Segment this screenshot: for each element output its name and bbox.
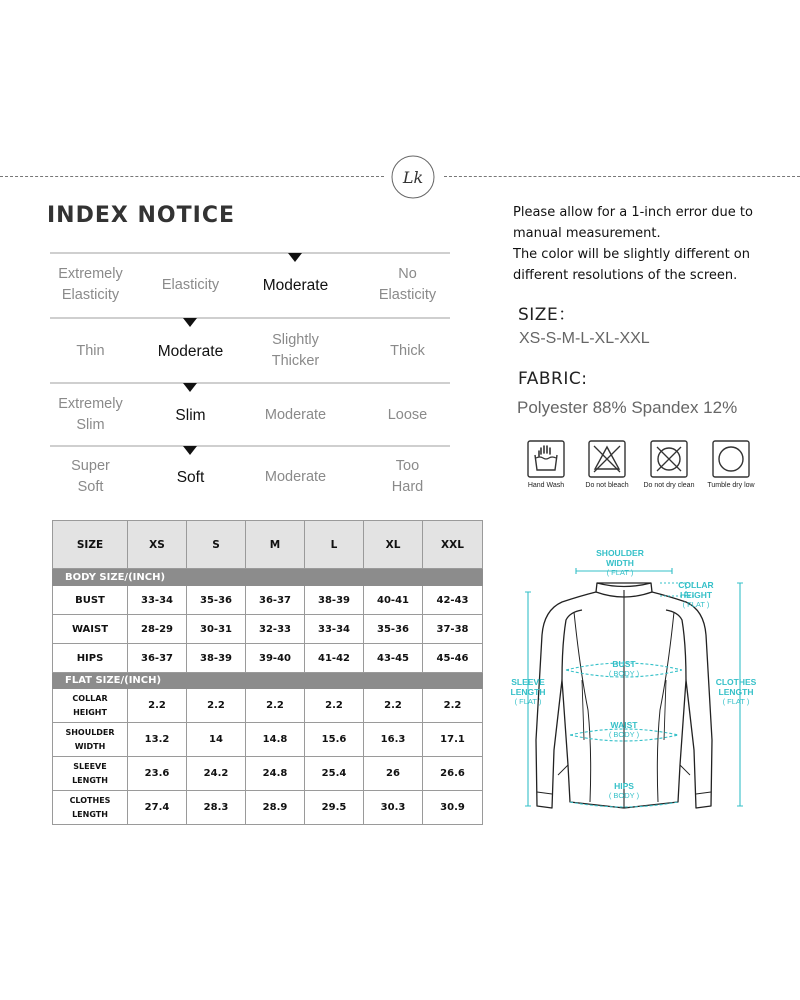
index-option: Thick: [390, 342, 425, 359]
table-cell: 2.2: [128, 689, 187, 723]
index-option: No Elasticity: [378, 266, 437, 303]
table-cell: 35-36: [364, 615, 423, 644]
table-cell: 2.2: [364, 689, 423, 723]
table-cell: 30-31: [187, 615, 246, 644]
table-cell: 25.4: [305, 757, 364, 791]
index-option: Super Soft: [71, 458, 110, 495]
column-header: S: [187, 521, 246, 569]
index-row-divider: [50, 382, 450, 384]
index-option-selected: Soft: [176, 468, 205, 486]
size-label: SIZE：: [518, 305, 576, 325]
shoulder-label-text: SHOULDER WIDTH: [596, 548, 644, 568]
table-row: [53, 615, 483, 644]
row-label: BUST: [53, 586, 128, 615]
index-option: Too Hard: [391, 458, 424, 495]
table-cell: 2.2: [246, 689, 305, 723]
table-row: [53, 586, 483, 615]
table-cell: 40-41: [364, 586, 423, 615]
table-row: [53, 757, 483, 791]
index-option: Elasticity: [161, 276, 220, 293]
do-not-bleach-icon: [588, 440, 626, 478]
shoulder-width-label: SHOULDER WIDTH ( FLAT ): [596, 548, 644, 577]
color-note: The color will be slightly different on different resolutions of the screen.: [513, 247, 750, 283]
table-row: [53, 644, 483, 673]
row-label: COLLAR HEIGHT: [53, 689, 128, 723]
index-option: Thin: [76, 342, 105, 359]
column-header: XL: [364, 521, 423, 569]
index-row-divider: [50, 445, 450, 447]
row-label: WAIST: [53, 615, 128, 644]
table-cell: 36-37: [246, 586, 305, 615]
table-section-row: [53, 673, 483, 689]
table-cell: 36-37: [128, 644, 187, 673]
table-cell: 23.6: [128, 757, 187, 791]
table-cell: 26.6: [423, 757, 483, 791]
table-cell: 24.2: [187, 757, 246, 791]
row-label: HIPS: [53, 644, 128, 673]
index-option: Slightly Thicker: [271, 332, 320, 369]
index-row: [38, 325, 458, 377]
table-cell: 37-38: [423, 615, 483, 644]
index-option: Extremely Elasticity: [58, 266, 123, 303]
measurement-diagram: [500, 540, 800, 820]
clothes-length-label: CLOTHES LENGTH ( FLAT ): [715, 677, 757, 706]
waist-label: WAIST ( BODY ): [608, 720, 640, 739]
index-option: Extremely Slim: [58, 396, 123, 433]
index-option-selected: Moderate: [157, 342, 224, 360]
table-cell: 32-33: [246, 615, 305, 644]
table-cell: 17.1: [423, 723, 483, 757]
care-label: Hand Wash: [527, 482, 565, 489]
care-no-dry-clean: [637, 440, 701, 489]
table-cell: 43-45: [364, 644, 423, 673]
index-row: [38, 259, 458, 311]
hips-label: HIPS ( BODY ): [608, 781, 640, 800]
do-not-dry-clean-icon: [650, 440, 688, 478]
care-label: Do not bleach: [585, 482, 629, 489]
table-cell: 30.3: [364, 791, 423, 825]
column-header: L: [305, 521, 364, 569]
column-header: M: [246, 521, 305, 569]
table-cell: 13.2: [128, 723, 187, 757]
fabric-label: FABRIC:: [518, 369, 588, 389]
table-cell: 2.2: [305, 689, 364, 723]
table-cell: 2.2: [187, 689, 246, 723]
table-cell: 28.3: [187, 791, 246, 825]
index-option-selected: Slim: [175, 406, 206, 424]
table-cell: 28-29: [128, 615, 187, 644]
svg-text:Lk: Lk: [402, 168, 424, 187]
table-cell: 33-34: [305, 615, 364, 644]
tumble-dry-low-icon: [712, 440, 750, 478]
table-row: [53, 723, 483, 757]
care-no-bleach: [575, 440, 639, 489]
care-label: Do not dry clean: [643, 482, 695, 489]
column-header: XS: [128, 521, 187, 569]
table-cell: 42-43: [423, 586, 483, 615]
size-chart-table: [52, 520, 483, 825]
table-cell: 29.5: [305, 791, 364, 825]
column-header: SIZE: [53, 521, 128, 569]
care-label: Tumble dry low: [707, 482, 755, 489]
table-row: [53, 689, 483, 723]
table-cell: 24.8: [246, 757, 305, 791]
fabric-composition: Polyester 88% Spandex 12%: [517, 398, 738, 417]
sleeve-length-label: SLEEVE LENGTH ( FLAT ): [510, 677, 546, 706]
brand-logo: [390, 154, 436, 200]
table-cell: 27.4: [128, 791, 187, 825]
collar-label-text: COLLAR HEIGHT: [678, 580, 714, 600]
clothes-label-text: CLOTHES LENGTH: [715, 677, 757, 697]
index-option: Loose: [387, 406, 428, 423]
section-title: BODY SIZE/(INCH): [53, 569, 483, 586]
measurement-note: [513, 202, 793, 286]
table-row: [53, 791, 483, 825]
table-cell: 38-39: [305, 586, 364, 615]
table-cell: 26: [364, 757, 423, 791]
row-label: SHOULDER WIDTH: [53, 723, 128, 757]
index-option: Moderate: [264, 406, 327, 423]
index-row-divider: [50, 317, 450, 319]
size-range: XS-S-M-L-XL-XXL: [519, 330, 650, 347]
index-option: Moderate: [264, 468, 327, 485]
index-option-selected: Moderate: [262, 276, 329, 294]
table-cell: 16.3: [364, 723, 423, 757]
divider-left: [0, 176, 384, 177]
table-cell: 15.6: [305, 723, 364, 757]
hand-wash-icon: [527, 440, 565, 478]
row-label: SLEEVE LENGTH: [53, 757, 128, 791]
section-title: FLAT SIZE/(INCH): [53, 673, 483, 689]
index-row-divider: [50, 252, 450, 254]
table-cell: 2.2: [423, 689, 483, 723]
table-cell: 38-39: [187, 644, 246, 673]
index-row: [38, 451, 458, 503]
row-label: CLOTHES LENGTH: [53, 791, 128, 825]
table-cell: 14.8: [246, 723, 305, 757]
bust-label: BUST ( BODY ): [608, 659, 640, 678]
table-cell: 35-36: [187, 586, 246, 615]
table-cell: 39-40: [246, 644, 305, 673]
care-hand-wash: [514, 440, 578, 489]
table-header-row: [53, 521, 483, 569]
index-row: [38, 389, 458, 441]
table-section-row: [53, 569, 483, 586]
table-cell: 28.9: [246, 791, 305, 825]
index-notice-title: INDEX NOTICE: [47, 203, 235, 228]
table-cell: 30.9: [423, 791, 483, 825]
table-cell: 41-42: [305, 644, 364, 673]
care-tumble-dry: [699, 440, 763, 489]
sleeve-label-text: SLEEVE LENGTH: [510, 677, 546, 697]
table-cell: 14: [187, 723, 246, 757]
column-header: XXL: [423, 521, 483, 569]
collar-height-label: COLLAR HEIGHT ( FLAT ): [678, 580, 714, 609]
divider-right: [444, 176, 800, 177]
table-cell: 45-46: [423, 644, 483, 673]
error-note: Please allow for a 1-inch error due to manual measurement.: [513, 205, 753, 241]
table-cell: 33-34: [128, 586, 187, 615]
